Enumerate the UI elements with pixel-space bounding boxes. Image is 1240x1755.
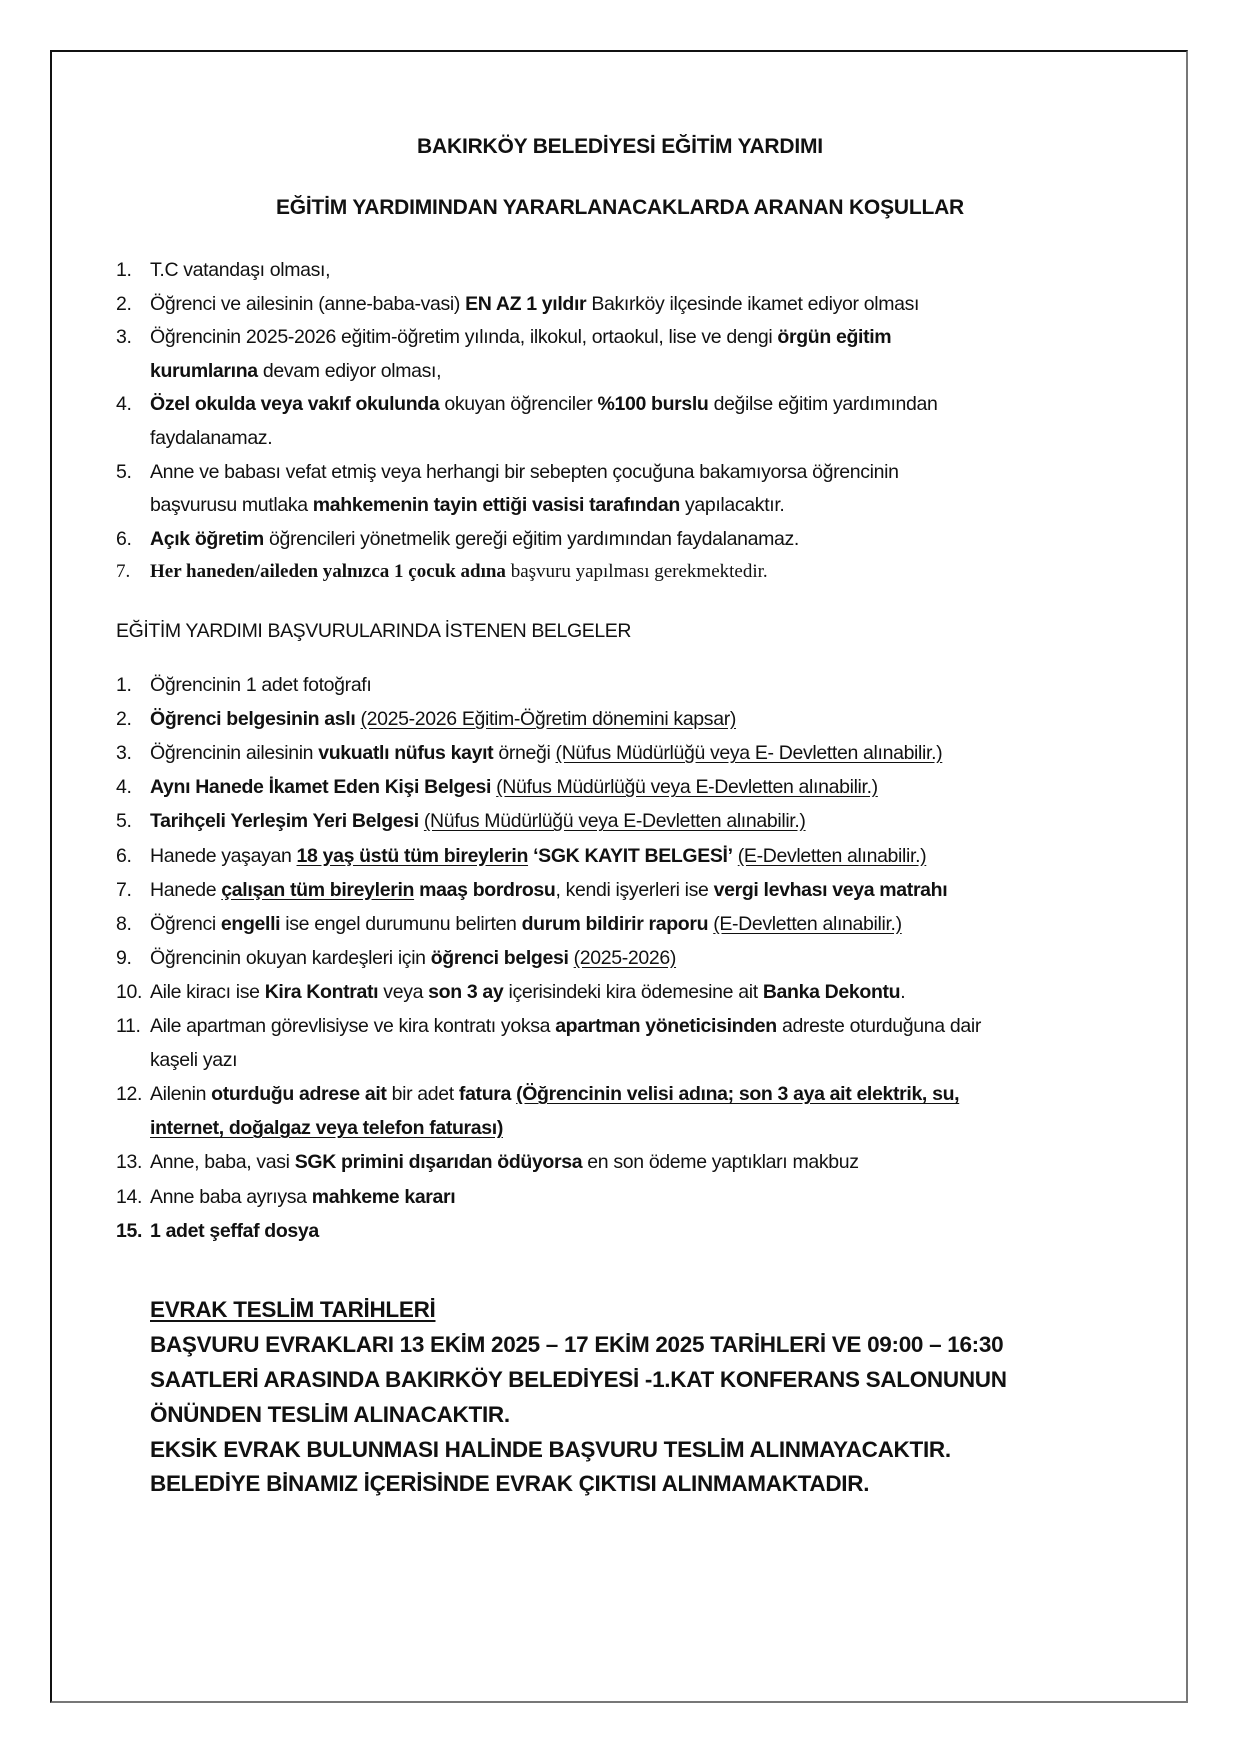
bold-text: öğrenci belgesi: [430, 946, 569, 969]
list-item-number: 2.: [116, 292, 132, 315]
list-item-number: 14.: [116, 1185, 143, 1208]
delivery-heading-text: EVRAK TESLİM TARİHLERİ: [150, 1297, 436, 1322]
text-run: devam ediyor olması,: [257, 359, 442, 382]
text-run: .: [900, 980, 906, 1003]
bold-text: vergi levhası veya matrahı: [713, 878, 948, 901]
bold-text: %100 burslu: [597, 393, 709, 416]
text-run: (E-Devletten alınabilir.): [737, 844, 927, 867]
list-item-number: 8.: [116, 912, 132, 935]
text-run: öğrencileri yönetmelik gereği eğitim yardımından faydalanamaz.: [263, 527, 799, 550]
bold-text: internet, doğalgaz veya telefon faturası): [150, 1117, 503, 1140]
list-item-number: 3.: [116, 742, 132, 765]
list-item-number: 11.: [116, 1015, 141, 1037]
bold-text: ‘SGK KAYIT BELGESİ’: [533, 844, 733, 867]
bold-text: EN AZ 1 yıldır: [465, 292, 587, 315]
bold-text: 1 adet şeffaf dosya: [150, 1219, 319, 1242]
text-run: içerisindeki kira ödemesine ait: [503, 980, 763, 1003]
list-item-number: 1.: [116, 259, 132, 281]
delivery-line: BAŞVURU EVRAKLARI 13 EKİM 2025 – 17 EKİM 2025 TARİHLERİ VE 09:00 – 16:30: [150, 1332, 1004, 1357]
bold-text: mahkeme kararı: [311, 1185, 456, 1208]
text-run: faydalanamaz.: [150, 427, 273, 449]
bold-text: durum bildirir raporu: [521, 912, 709, 935]
text-run: Aile kiracı ise: [150, 980, 265, 1003]
text-run: değilse eğitim yardımından: [708, 393, 938, 416]
bold-text: Her haneden/aileden yalnızca 1 çocuk adına: [150, 561, 506, 583]
bold-text: oturduğu adrese ait: [211, 1083, 387, 1106]
text-run: (Nüfus Müdürlüğü veya E- Devletten alınabilir.): [555, 742, 943, 765]
list-item: [150, 673, 371, 697]
list-item: [150, 878, 947, 902]
text-run: yapılacaktır.: [679, 494, 785, 517]
list-item: [150, 258, 330, 282]
bold-text: 18 yaş üstü tüm bireylerin: [296, 844, 529, 867]
list-item: [150, 325, 891, 349]
bold-text: Öğrenci belgesinin aslı: [150, 708, 356, 731]
text-run: başvuru yapılması gerekmektedir.: [505, 561, 768, 583]
text-run: Öğrencinin 1 adet fotoğrafı: [150, 674, 372, 696]
text-run: Öğrencinin 2025-2026 eğitim-öğretim yılında, ilkokul, ortaokul, lise ve dengi: [150, 326, 778, 349]
list-item: [150, 809, 806, 833]
text-run: bir adet: [386, 1083, 459, 1106]
list-item-number: 4.: [116, 393, 132, 416]
text-run: Öğrencinin okuyan kardeşleri için: [150, 946, 431, 969]
text-run: Anne baba ayrıysa: [150, 1185, 312, 1208]
text-run: (2025-2026 Eğitim-Öğretim dönemini kapsar): [360, 708, 736, 731]
delivery-line: SAATLERİ ARASINDA BAKIRKÖY BELEDİYESİ -1.KAT KONFERANS SALONUNUN: [150, 1367, 1007, 1392]
list-item: [150, 292, 919, 316]
list-item: [150, 527, 799, 551]
list-item: [150, 1150, 859, 1174]
list-item-number: 2.: [116, 708, 132, 731]
list-item-continuation: [150, 359, 441, 383]
text-run: adreste oturduğuna dair: [776, 1015, 981, 1037]
list-item-number: 10.: [116, 980, 143, 1003]
list-item: [150, 1014, 981, 1038]
bold-text: çalışan tüm bireylerin: [221, 878, 415, 901]
text-run: Öğrenci ve ailesinin (anne-baba-vasi): [150, 292, 466, 315]
list-item-number: 3.: [116, 326, 132, 349]
list-item-continuation: [150, 1048, 237, 1072]
text-run: (E-Devletten alınabilir.): [713, 912, 902, 935]
list-item-number: 15.: [116, 1219, 143, 1242]
text-run: Öğrenci: [150, 912, 221, 935]
delivery-line: EKSİK EVRAK BULUNMASI HALİNDE BAŞVURU TESLİM ALINMAYACAKTIR.: [150, 1437, 951, 1462]
bold-text: Kira Kontratı: [264, 980, 379, 1003]
bold-text: fatura: [458, 1083, 511, 1106]
list-item: [150, 560, 768, 584]
list-item-number: 5.: [116, 460, 132, 483]
list-item: [150, 1185, 455, 1209]
bold-text: maaş bordrosu: [419, 878, 556, 901]
bold-text: SGK primini dışarıdan ödüyorsa: [294, 1151, 583, 1174]
list-item-number: 9.: [116, 946, 132, 969]
list-item-number: 1.: [116, 674, 132, 696]
list-item: [150, 707, 736, 731]
list-item: [150, 1082, 959, 1106]
list-item: [150, 946, 676, 970]
list-item: [150, 912, 902, 936]
list-item-number: 7.: [116, 561, 131, 583]
list-item: [150, 741, 942, 765]
list-item: [150, 392, 938, 416]
bold-text: engelli: [220, 912, 281, 935]
text-run: veya: [378, 980, 429, 1003]
text-run: (Nüfus Müdürlüğü veya E-Devletten alınabilir.): [496, 776, 878, 799]
list-item: [150, 1219, 319, 1243]
bold-text: kurumlarına: [150, 359, 258, 382]
text-run: Bakırköy ilçesinde ikamet ediyor olması: [586, 292, 920, 315]
list-item-number: 6.: [116, 844, 132, 867]
bold-text: son 3 ay: [428, 980, 504, 1003]
bold-text: Tarihçeli Yerleşim Yeri Belgesi: [150, 810, 419, 833]
text-run: T.C vatandaşı olması,: [150, 259, 331, 281]
list-item: [150, 844, 926, 868]
delivery-line: ÖNÜNDEN TESLİM ALINACAKTIR.: [150, 1402, 510, 1427]
bold-text: (Öğrencinin velisi adına; son 3 aya ait elektrik, su,: [516, 1083, 960, 1106]
delivery-heading: [150, 1296, 435, 1324]
text-run: en son ödeme yaptıkları makbuz: [582, 1151, 859, 1174]
list-item: [150, 460, 899, 484]
bold-text: Açık öğretim: [150, 527, 264, 550]
bold-text: mahkemenin tayin ettiği vasisi tarafından: [312, 494, 680, 517]
text-run: ise engel durumunu belirten: [280, 912, 522, 935]
text-run: başvurusu mutlaka: [150, 494, 313, 517]
bold-text: vukuatlı nüfus kayıt: [318, 742, 494, 765]
text-run: Ailenin: [150, 1083, 212, 1106]
text-run: kaşeli yazı: [150, 1049, 238, 1072]
list-item-number: 4.: [116, 776, 132, 799]
bold-text: apartman yöneticisinden: [555, 1015, 777, 1037]
list-item: [150, 775, 878, 799]
text-run: , kendi işyerleri ise: [555, 878, 714, 901]
text-run: Anne ve babası vefat etmiş veya herhangi bir sebepten çocuğuna bakamıyorsa öğrencinin: [150, 460, 899, 483]
text-run: örneği: [493, 742, 556, 765]
delivery-line: BELEDİYE BİNAMIZ İÇERİSİNDE EVRAK ÇIKTISI ALINMAMAKTADIR.: [150, 1471, 870, 1496]
list-item-number: 7.: [116, 878, 132, 901]
bold-text: Aynı Hanede İkamet Eden Kişi Belgesi: [150, 776, 492, 799]
text-run: (Nüfus Müdürlüğü veya E-Devletten alınabilir.): [423, 810, 806, 833]
text-run: Öğrencinin ailesinin: [150, 742, 319, 765]
text-run: okuyan öğrenciler: [439, 393, 598, 416]
conditions-heading: EĞİTİM YARDIMINDAN YARARLANACAKLARDA ARANAN KOŞULLAR: [275, 196, 965, 219]
text-run: Hanede yaşayan: [150, 844, 297, 867]
list-item-number: 12.: [116, 1083, 143, 1106]
list-item-continuation: [150, 426, 272, 450]
bold-text: Banka Dekontu: [762, 980, 901, 1003]
list-item-number: 5.: [116, 810, 132, 833]
list-item-continuation: [150, 493, 784, 517]
list-item: [150, 980, 905, 1004]
text-run: Anne, baba, vasi: [150, 1151, 295, 1174]
document-title: BAKIRKÖY BELEDİYESİ EĞİTİM YARDIMI: [417, 135, 823, 158]
bold-text: Özel okulda veya vakıf okulunda: [150, 393, 440, 416]
bold-text: örgün eğitim: [777, 326, 892, 349]
list-item-continuation: [150, 1116, 503, 1140]
text-run: Hanede: [150, 878, 222, 901]
list-item-number: 6.: [116, 527, 132, 550]
documents-heading: EĞİTİM YARDIMI BAŞVURULARINDA İSTENEN BELGELER: [116, 620, 632, 642]
list-item-number: 13.: [116, 1151, 143, 1174]
text-run: (2025-2026): [573, 946, 677, 969]
text-run: Aile apartman görevlisiyse ve kira kontratı yoksa: [150, 1015, 556, 1037]
